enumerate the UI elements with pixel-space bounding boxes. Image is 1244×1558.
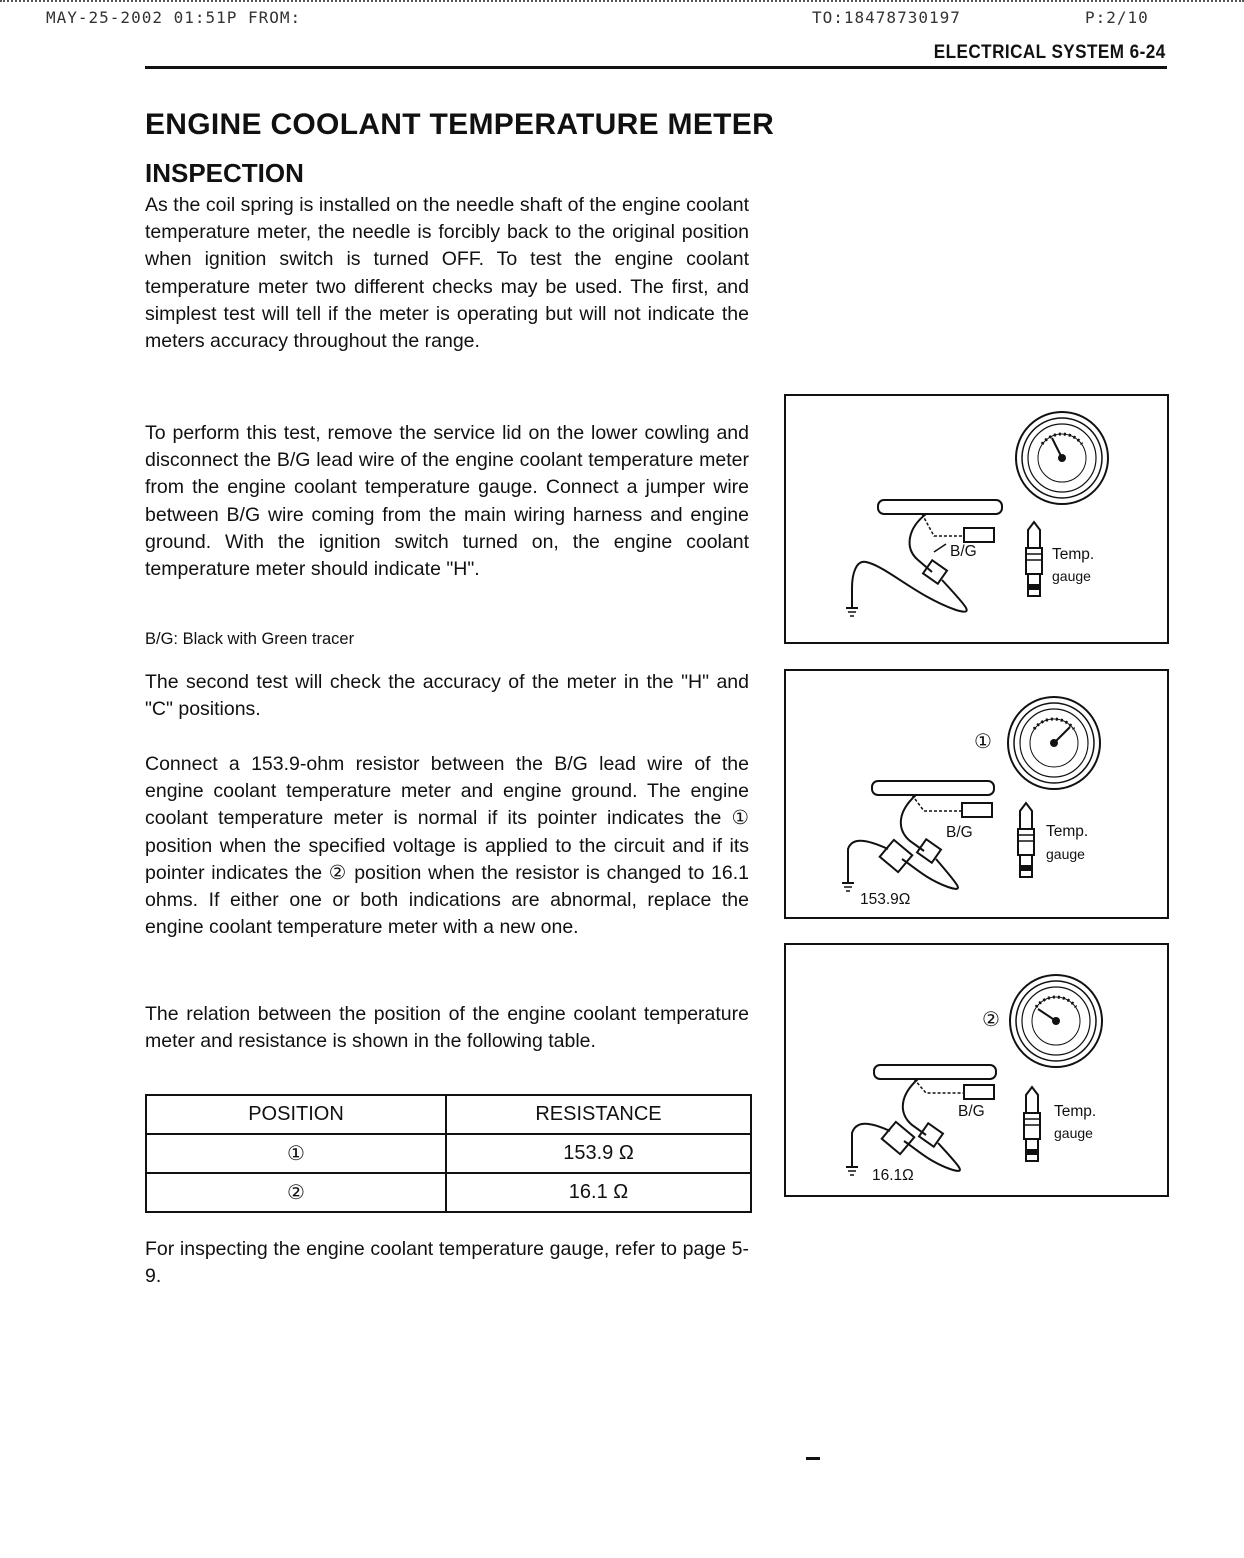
resistor-icon bbox=[880, 840, 913, 872]
wire-label: B/G bbox=[946, 824, 973, 841]
temperature-meter-icon bbox=[1016, 412, 1108, 504]
table-row bbox=[146, 1173, 751, 1212]
temp-sensor-icon bbox=[1024, 1087, 1040, 1161]
position-cell: ① bbox=[146, 1134, 446, 1173]
connector bbox=[962, 803, 992, 817]
resistance-header: RESISTANCE bbox=[446, 1095, 751, 1134]
connector bbox=[964, 528, 994, 542]
gauge-label-line2: gauge bbox=[1052, 568, 1091, 584]
resistor-label: 16.1Ω bbox=[872, 1167, 914, 1184]
gauge-label-line2: gauge bbox=[1054, 1125, 1093, 1141]
gauge-label-line1: Temp. bbox=[1046, 823, 1089, 840]
position-cell: ② bbox=[146, 1173, 446, 1212]
position-marker: ② bbox=[982, 1009, 1000, 1031]
resistor-wire bbox=[902, 859, 958, 889]
page-mark bbox=[806, 1457, 820, 1460]
first-test-paragraph: To perform this test, remove the service lid on the lower cowling and disconnect the B/G lead wire of the engine coolant temperature meter from the engine coolant temperature gauge. Connect a jumper wire between B/G wire coming from the main wiring harness and engine ground. With the ignition switch turned on, the engine coolant temperature meter should indicate "H". bbox=[145, 422, 749, 581]
wiring-harness bbox=[874, 1065, 996, 1079]
wiring-harness bbox=[878, 500, 1002, 514]
second-test-paragraph: The second test will check the accuracy of the meter in the "H" and "C" positions. bbox=[145, 671, 749, 721]
jumper-wire bbox=[852, 562, 967, 612]
fax-header-center: TO:18478730197 bbox=[812, 8, 961, 27]
connector bbox=[964, 1085, 994, 1099]
fax-header-right: P:2/10 bbox=[1085, 8, 1149, 27]
table-header-row bbox=[146, 1095, 751, 1134]
temp-sensor-icon bbox=[1018, 803, 1034, 877]
temp-sensor-icon bbox=[1026, 522, 1042, 596]
running-head: ELECTRICAL SYSTEM 6-24 bbox=[934, 42, 1166, 63]
wire-label: B/G bbox=[958, 1103, 985, 1120]
resistance-cell: 16.1 Ω bbox=[446, 1173, 751, 1212]
figure-resistor-16 bbox=[784, 943, 1169, 1197]
position-header: POSITION bbox=[146, 1095, 446, 1134]
fax-header-left: MAY-25-2002 01:51P FROM: bbox=[46, 8, 302, 27]
header-rule bbox=[145, 66, 1167, 69]
gauge-label-line1: Temp. bbox=[1052, 546, 1095, 563]
resistance-cell: 153.9 Ω bbox=[446, 1134, 751, 1173]
bg-lead-wire bbox=[903, 1079, 926, 1135]
temperature-meter-icon bbox=[1008, 697, 1100, 789]
resistor-icon bbox=[882, 1122, 915, 1154]
jumper-diagram bbox=[786, 396, 1167, 642]
gauge-label-line1: Temp. bbox=[1054, 1103, 1097, 1120]
intro-paragraph: As the coil spring is installed on the needle shaft of the engine coolant temperature meter, the needle is forcibly back to the original position when ignition switch is turned OFF. To test the engine coolant temperature meter two different checks may be used. The first, and simplest test will tell if the meter is operating but will not indicate the meters accuracy throughout the range. bbox=[145, 194, 749, 353]
wiring-harness bbox=[872, 781, 994, 795]
resistor-diagram-153 bbox=[786, 671, 1167, 917]
wire-label: B/G bbox=[950, 543, 977, 560]
resistor-label: 153.9Ω bbox=[860, 891, 911, 908]
gauge-label-line2: gauge bbox=[1046, 846, 1085, 862]
page-title: ENGINE COOLANT TEMPERATURE METER bbox=[145, 108, 775, 141]
figure-jumper-test bbox=[784, 394, 1169, 644]
position-marker: ① bbox=[974, 731, 992, 753]
resistance-table bbox=[145, 1094, 752, 1213]
table-row bbox=[146, 1134, 751, 1173]
section-heading: INSPECTION bbox=[145, 158, 304, 188]
resistor-test-paragraph: Connect a 153.9-ohm resistor between the B/G lead wire of the engine coolant temperature meter and engine ground. The engine coolant temperature meter is normal if its pointer indicates the ① position when the specified voltage is applied to the circuit and if its pointer indicates the ② position when the resistor is changed to 16.1 ohms. If either one or both indications are abnormal, replace the engine coolant temperature meter with a new one. bbox=[145, 753, 749, 939]
wire-color-note: B/G: Black with Green tracer bbox=[145, 630, 355, 648]
figure-resistor-153 bbox=[784, 669, 1169, 919]
temperature-meter-icon bbox=[1010, 975, 1102, 1067]
bg-lead-wire bbox=[910, 514, 932, 572]
table-intro-paragraph: The relation between the position of the engine coolant temperature meter and resistance is shown in the following table. bbox=[145, 1003, 749, 1053]
fax-header bbox=[0, 0, 1244, 32]
resistor-diagram-16 bbox=[786, 945, 1167, 1195]
bg-lead-wire bbox=[901, 795, 924, 851]
reference-paragraph: For inspecting the engine coolant temperature gauge, refer to page 5-9. bbox=[145, 1238, 749, 1288]
